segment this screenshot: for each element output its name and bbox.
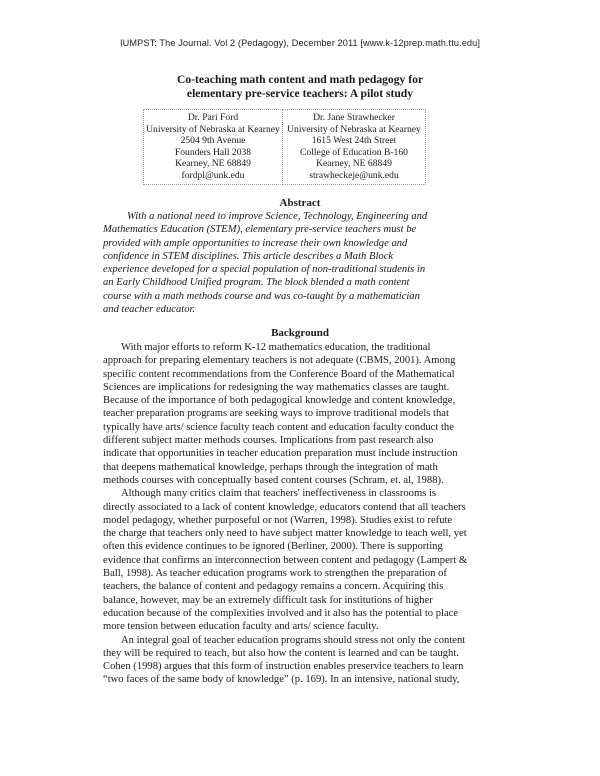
author-table [143, 109, 426, 185]
body-line: typically have arts/ science faculty teach content and education faculty conduct the [103, 421, 454, 433]
author-email: strawheckeje@unk.edu [309, 169, 399, 181]
running-head: IUMPST: The Journal. Vol 2 (Pedagogy), December 2011 [www.k-12prep.math.ttu.edu] [119, 38, 481, 48]
body-line: Because of the importance of both pedagogical knowledge and content knowledge, [103, 395, 456, 407]
body-line: different subject matter methods courses. Implications from past research also [103, 435, 434, 447]
author-building: College of Education B-160 [300, 146, 408, 158]
body-line: Cohen (1998) argues that this form of instruction enables preservice teachers to learn [103, 661, 464, 673]
body-line: more tension between education faculty and arts/ science faculty. [103, 621, 379, 633]
body-line: evidence that confirms an interconnection between content and pedagogy (Lampert & [103, 554, 468, 566]
body-line: With major efforts to reform K-12 mathematics education, the traditional [121, 342, 431, 353]
author-city: Kearney, NE 68849 [316, 158, 392, 169]
body-line: An integral goal of teacher education programs should stress not only the content [121, 634, 466, 646]
body-line: “two faces of the same body of knowledge” (p. 169). In an intensive, national study, [103, 674, 460, 686]
author-name: Dr. Pari Ford [187, 112, 239, 123]
background-text [103, 341, 503, 687]
author-building: Founders Hall 2038 [174, 146, 252, 158]
body-line: Sciences are implications for redesigning the way mathematics classes are taught. [103, 381, 450, 393]
body-line: model pedagogy, whether purposeful or not (Warren, 1998). Studies exist to refute [103, 514, 453, 526]
body-line: indicate that opportunities in teacher education preparation must include instruction [103, 448, 458, 460]
author-city: Kearney, NE 68849 [175, 158, 251, 169]
abstract-line: provided with ample opportunities to increase their own knowledge and [103, 237, 408, 249]
body-line: methods courses with conceptually based content courses (Schram, et. al, 1988). [103, 474, 444, 486]
author-affiliation: University of Nebraska at Kearney [146, 123, 280, 135]
abstract-line: confidence in STEM disciplines. This article describes a Math Block [103, 250, 394, 262]
body-line: education because of the complexities involved and it also has the potential to place [103, 607, 459, 619]
abstract-line: With a national need to improve Science, Technology, Engineering and [127, 211, 428, 222]
body-line: the charge that teachers only need to have subject matter knowledge to teach well, yet [103, 528, 467, 540]
body-line: balance, however, may be an extremely difficult task for institutions of higher [103, 594, 433, 606]
body-line: that deepens mathematical knowledge, perhaps through the integration of math [103, 461, 438, 473]
abstract-line: experience developed for a special population of non-traditional students in [103, 264, 426, 276]
body-line: teacher preparation programs are seeking ways to improve traditional models that [103, 408, 449, 420]
body-line: approach for preparing elementary teachers is not adequate (CBMS, 2001). Among [103, 355, 456, 367]
abstract-line: Mathematics Education (STEM), elementary pre-service teachers must be [103, 224, 417, 236]
paper-title-line: elementary pre-service teachers: A pilot study [186, 87, 414, 100]
body-line: specific content recommendations from the Conference Board of the Mathematical [103, 368, 455, 380]
body-line: they will be required to teach, but also how the content is learned and can be taught. [103, 647, 459, 659]
abstract-text [103, 210, 473, 316]
body-line: teachers, the balance of content and pedagogy remains a concern. Acquiring this [103, 581, 444, 593]
body-line: often this evidence continues to be ignored (Berliner, 2000). There is supporting [103, 541, 443, 553]
author-street: 2504 9th Avenue [180, 135, 246, 146]
author-name: Dr. Jane Strawhecker [313, 112, 395, 123]
author-affiliation: University of Nebraska at Kearney [287, 123, 421, 135]
abstract-line: course with a math methods course and was co-taught by a mathematician [103, 290, 420, 302]
body-line: directly associated to a lack of content knowledge, educators contend that all teachers [103, 501, 466, 513]
author-email: fordpl@unk.edu [181, 169, 245, 181]
body-line: Although many critics claim that teachers' ineffectiveness in classrooms is [121, 488, 437, 500]
body-line: Ball, 1998). As teacher education programs work to strengthen the preparation of [103, 568, 447, 580]
author-street: 1615 West 24th Street [311, 135, 397, 146]
author-block-ford [144, 110, 283, 185]
author-block-strawhecker [283, 110, 426, 185]
paper-title-line: Co-teaching math content and math pedagogy for [176, 73, 424, 86]
background-heading: Background [271, 327, 329, 339]
abstract-line: and teacher educator. [103, 304, 196, 316]
abstract-heading: Abstract [279, 197, 321, 209]
paper-title [100, 73, 500, 101]
abstract-line: an Early Childhood Unified program. The block blended a math content [103, 277, 410, 289]
